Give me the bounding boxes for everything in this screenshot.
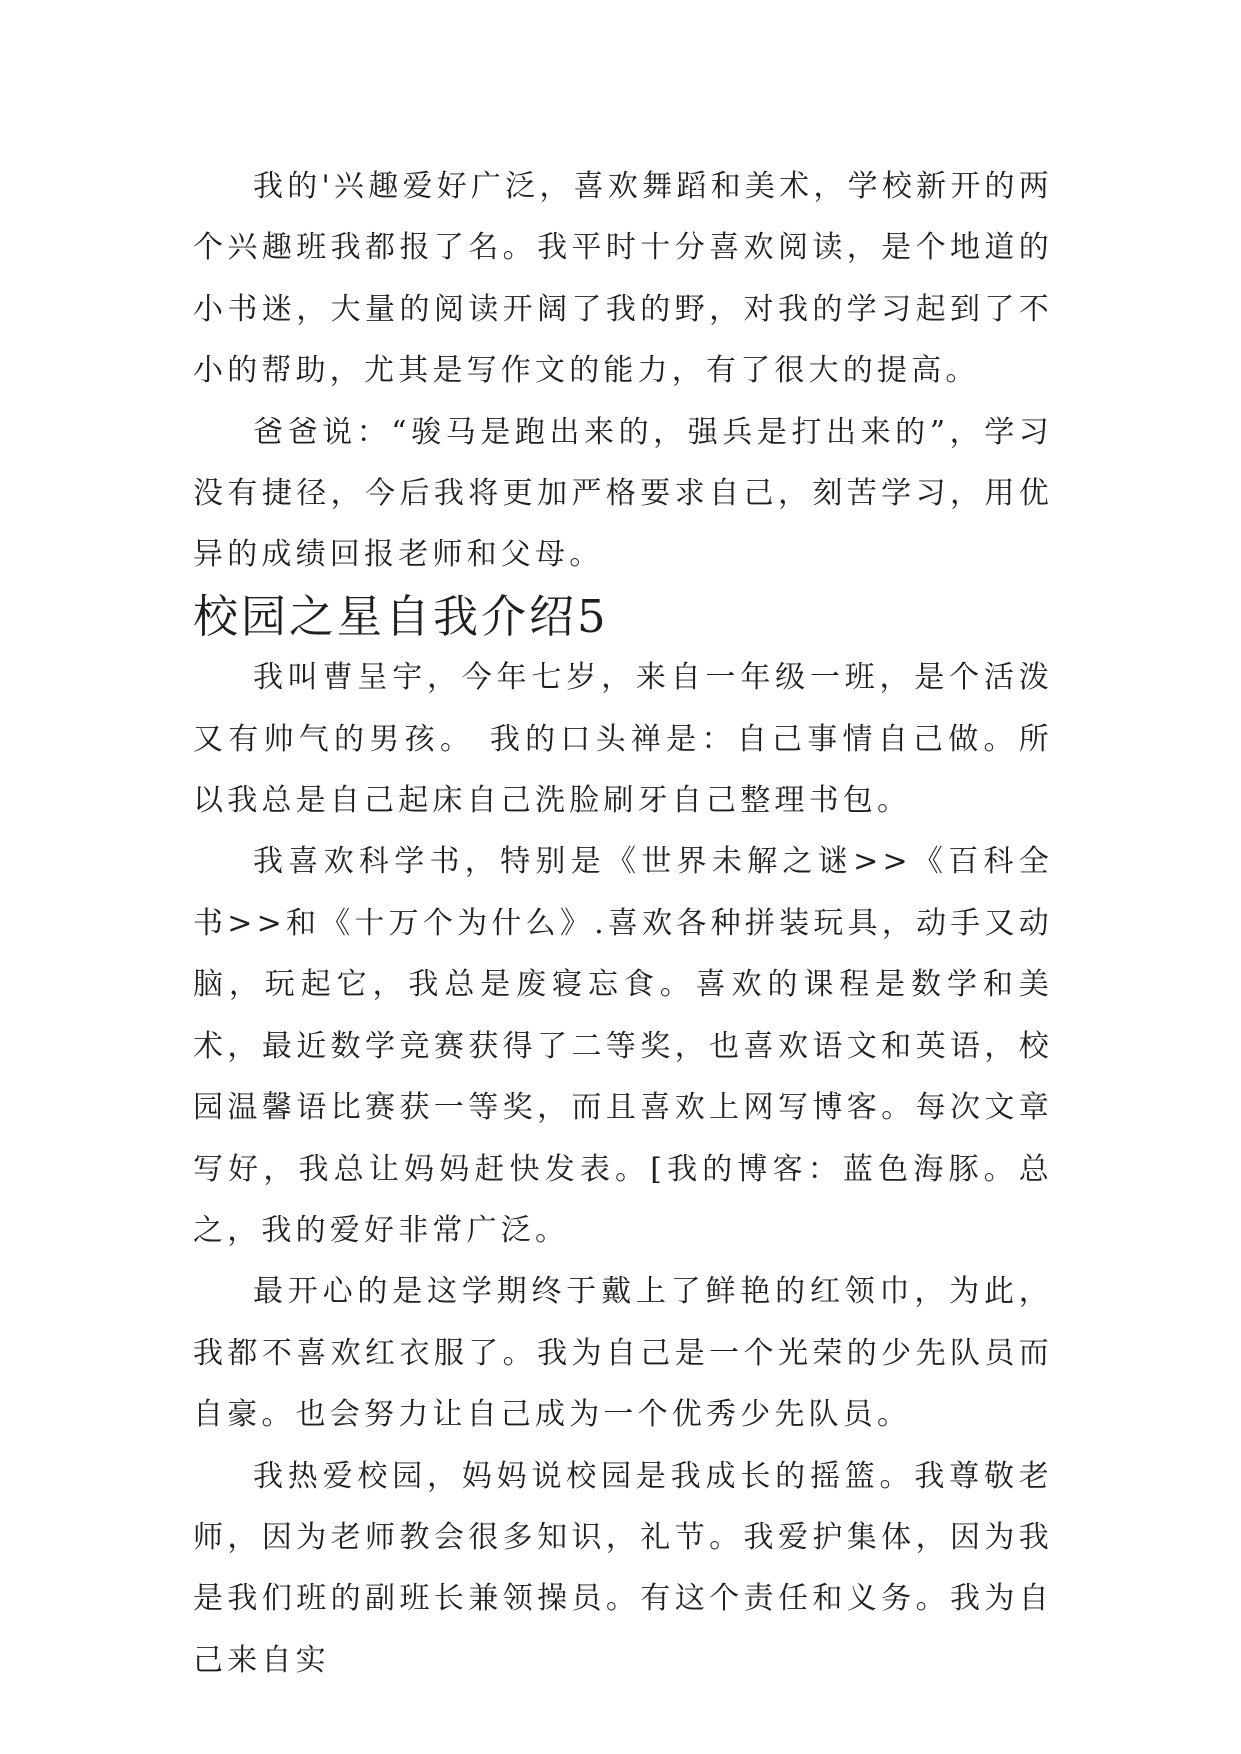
paragraph-father-quote: 爸爸说：“骏马是跑出来的，强兵是打出来的”，学习没有捷径，今后我将更加严格要求自己，刻苦学习，用优异的成绩回报老师和父母。 xyxy=(193,414,1053,573)
paragraph-hobbies: 我的'兴趣爱好广泛，喜欢舞蹈和美术，学校新开的两个兴趣班我都报了名。我平时十分喜欢阅读，是个地道的小书迷，大量的阅读开阔了我的野，对我的学习起到了不小的帮助，尤其是写作文的能力，有了很大的提高。 xyxy=(193,169,1053,389)
paragraph-books-and-interests: 我喜欢科学书，特别是《世界未解之谜>>《百科全书>>和《十万个为什么》.喜欢各种拼装玩具，动手又动脑，玩起它，我总是废寝忘食。喜欢的课程是数学和美术，最近数学竞赛获得了二等奖，也喜欢语文和英语，校园温馨语比赛获一等奖，而且喜欢上网写博客。每次文章写好，我总让妈妈赶快发表。[我的博客：蓝色海豚。总之，我的爱好非常广泛。 xyxy=(193,844,1053,1248)
paragraph-introduction: 我叫曹呈宇，今年七岁，来自一年级一班，是个活泼又有帅气的男孩。 我的口头禅是：自己事情自己做。所以我总是自己起床自己洗脸刷牙自己整理书包。 xyxy=(193,660,1053,819)
paragraph-red-scarf: 最开心的是这学期终于戴上了鲜艳的红领巾，为此，我都不喜欢红衣服了。我为自己是一个光荣的少先队员而自豪。也会努力让自己成为一个优秀少先队员。 xyxy=(193,1274,1053,1433)
paragraph-love-school: 我热爱校园，妈妈说校园是我成长的摇篮。我尊敬老师，因为老师教会很多知识，礼节。我爱护集体，因为我是我们班的副班长兼领操员。有这个责任和义务。我为自己来自实 xyxy=(193,1458,1053,1678)
document-body xyxy=(193,156,1053,1691)
section-heading: 校园之星自我介绍5 xyxy=(193,589,609,643)
